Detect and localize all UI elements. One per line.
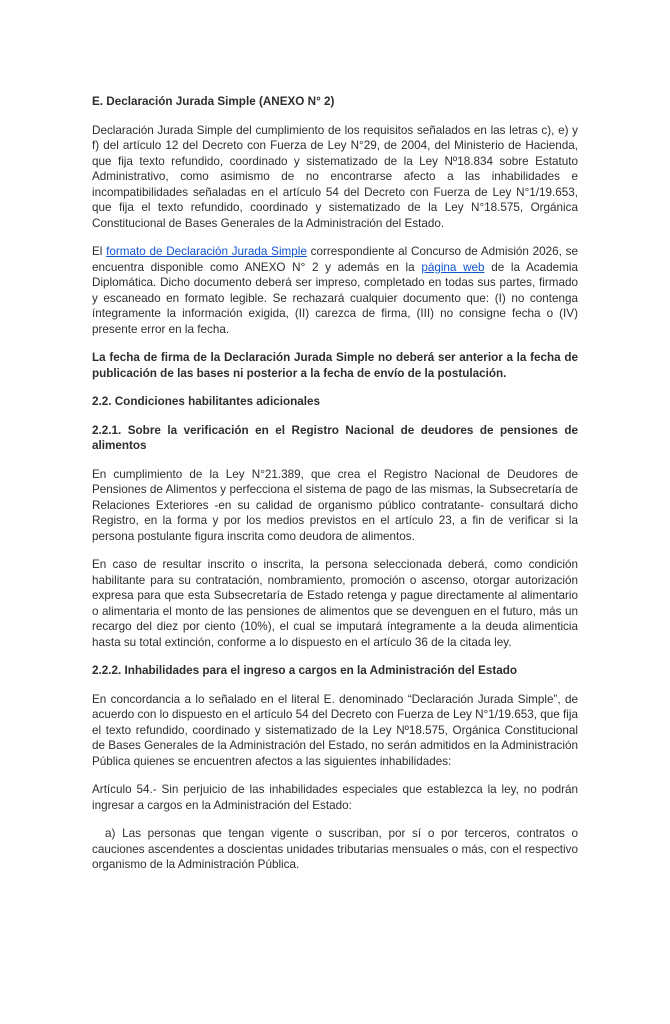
paragraph-caso-inscrito: En caso de resultar inscrito o inscrita, la persona seleccionada deberá, como condición habilitante para su contratación, nombramiento, promoción o ascenso, otorgar autorización expresa para que esta Subsecretaría de Estado retenga y pague directamente al alimentario o alimentaria el monto de las pensiones de alimentos que se devenguen en el futuro, más un recargo del diez por ciento (10%), el cual se imputará íntegramente a la deuda alimenticia hasta su total extinción, conforme a lo dispuesto en el artículo 36 de la citada ley. bbox=[92, 558, 578, 649]
paragraph-articulo-54: Artículo 54.- Sin perjuicio de las inhabilidades especiales que establezca la ley, no podrán ingresar a cargos en la Administración del Estado: bbox=[92, 783, 578, 812]
section-heading-registro-deudores: 2.2.1. Sobre la verificación en el Registro Nacional de deudores de pensiones de alimentos bbox=[92, 423, 578, 452]
paragraph-concordancia-literal-e: En concordancia a lo señalado en el literal E. denominado “Declaración Jurada Simple”, de acuerdo con lo dispuesto en el artículo 54 del Decreto con Fuerza de Ley N°1/19.653, que fija el texto refundido, coordinado y sistematizado de la Ley Nº18.575, Orgánica Constitucional de Bases Generales de la Administración del Estado, no serán admitidos en la Administración Pública quienes se encuentren afectos a las siguientes inhabilidades: bbox=[92, 692, 578, 768]
paragraph-declaracion-jurada-intro: Declaración Jurada Simple del cumplimiento de los requisitos señalados en las letras c), e) y f) del artículo 12 del Decreto con Fuerza de Ley N°29, de 2004, del Ministerio de Hacienda, que fija texto refundido, coordinado y sistematizado de la Ley Nº18.834 sobre Estatuto Administrativo, como asimismo de no encontrarse afecto a las inhabilidades e incompatibilidades señaladas en el artículo 54 del Decreto con Fuerza de Ley N°1/19.653, que fija el texto refundido, coordinado y sistematizado de la Ley N°18.575, Orgánica Constitucional de Bases Generales de la Administración del Estado. bbox=[92, 123, 578, 230]
section-heading-declaracion-jurada: E. Declaración Jurada Simple (ANEXO N° 2) bbox=[92, 95, 335, 108]
paragraph-text-run: El bbox=[92, 245, 107, 258]
paragraph-formato-disponible bbox=[92, 244, 578, 337]
paragraph-inhabilidad-a: a) Las personas que tengan vigente o suscriban, por sí o por terceros, contratos o cauciones ascendentes a doscientas unidades tributarias mensuales o más, con el respectivo organismo de la Administración Pública. bbox=[92, 827, 578, 871]
section-heading-condiciones-habilitantes: 2.2. Condiciones habilitantes adicionales bbox=[92, 395, 320, 408]
section-heading-inhabilidades: 2.2.2. Inhabilidades para el ingreso a cargos en la Administración del Estado bbox=[92, 664, 517, 677]
paragraph-fecha-firma-advertencia: La fecha de firma de la Declaración Jurada Simple no deberá ser anterior a la fecha de publicación de las bases ni posterior a la fecha de envío de la postulación. bbox=[92, 351, 578, 380]
link-formato-declaracion-jurada[interactable]: formato de Declaración Jurada Simple bbox=[106, 245, 307, 258]
paragraph-cumplimiento-ley-21389: En cumplimiento de la Ley N°21.389, que crea el Registro Nacional de Deudores de Pensiones de Alimentos y perfecciona el sistema de pago de las mismas, la Subsecretaría de Relaciones Exteriores -en su calidad de organismo público contratante- consultará dicho Registro, en la forma y por los medios previstos en el artículo 23, a fin de verificar si la persona postulante figura inscrita como deudora de alimentos. bbox=[92, 467, 578, 543]
paragraph-text-run: de la Academia Diplomática. Dicho documento deberá ser impreso, completado en todas sus partes, firmado y escaneado en formato legible. Se rechazará cualquier documento que: (I) no contenga íntegramente la información exigida, (II) carezca de firma, (III) no consigne fecha o (IV) presente error en la fecha. bbox=[92, 260, 578, 336]
paragraph-text-run: correspondiente al Concurso de Admisión 2026, se encuentra disponible como ANEXO N° 2 y además en la bbox=[92, 245, 578, 274]
link-pagina-web[interactable]: página web bbox=[421, 260, 485, 274]
